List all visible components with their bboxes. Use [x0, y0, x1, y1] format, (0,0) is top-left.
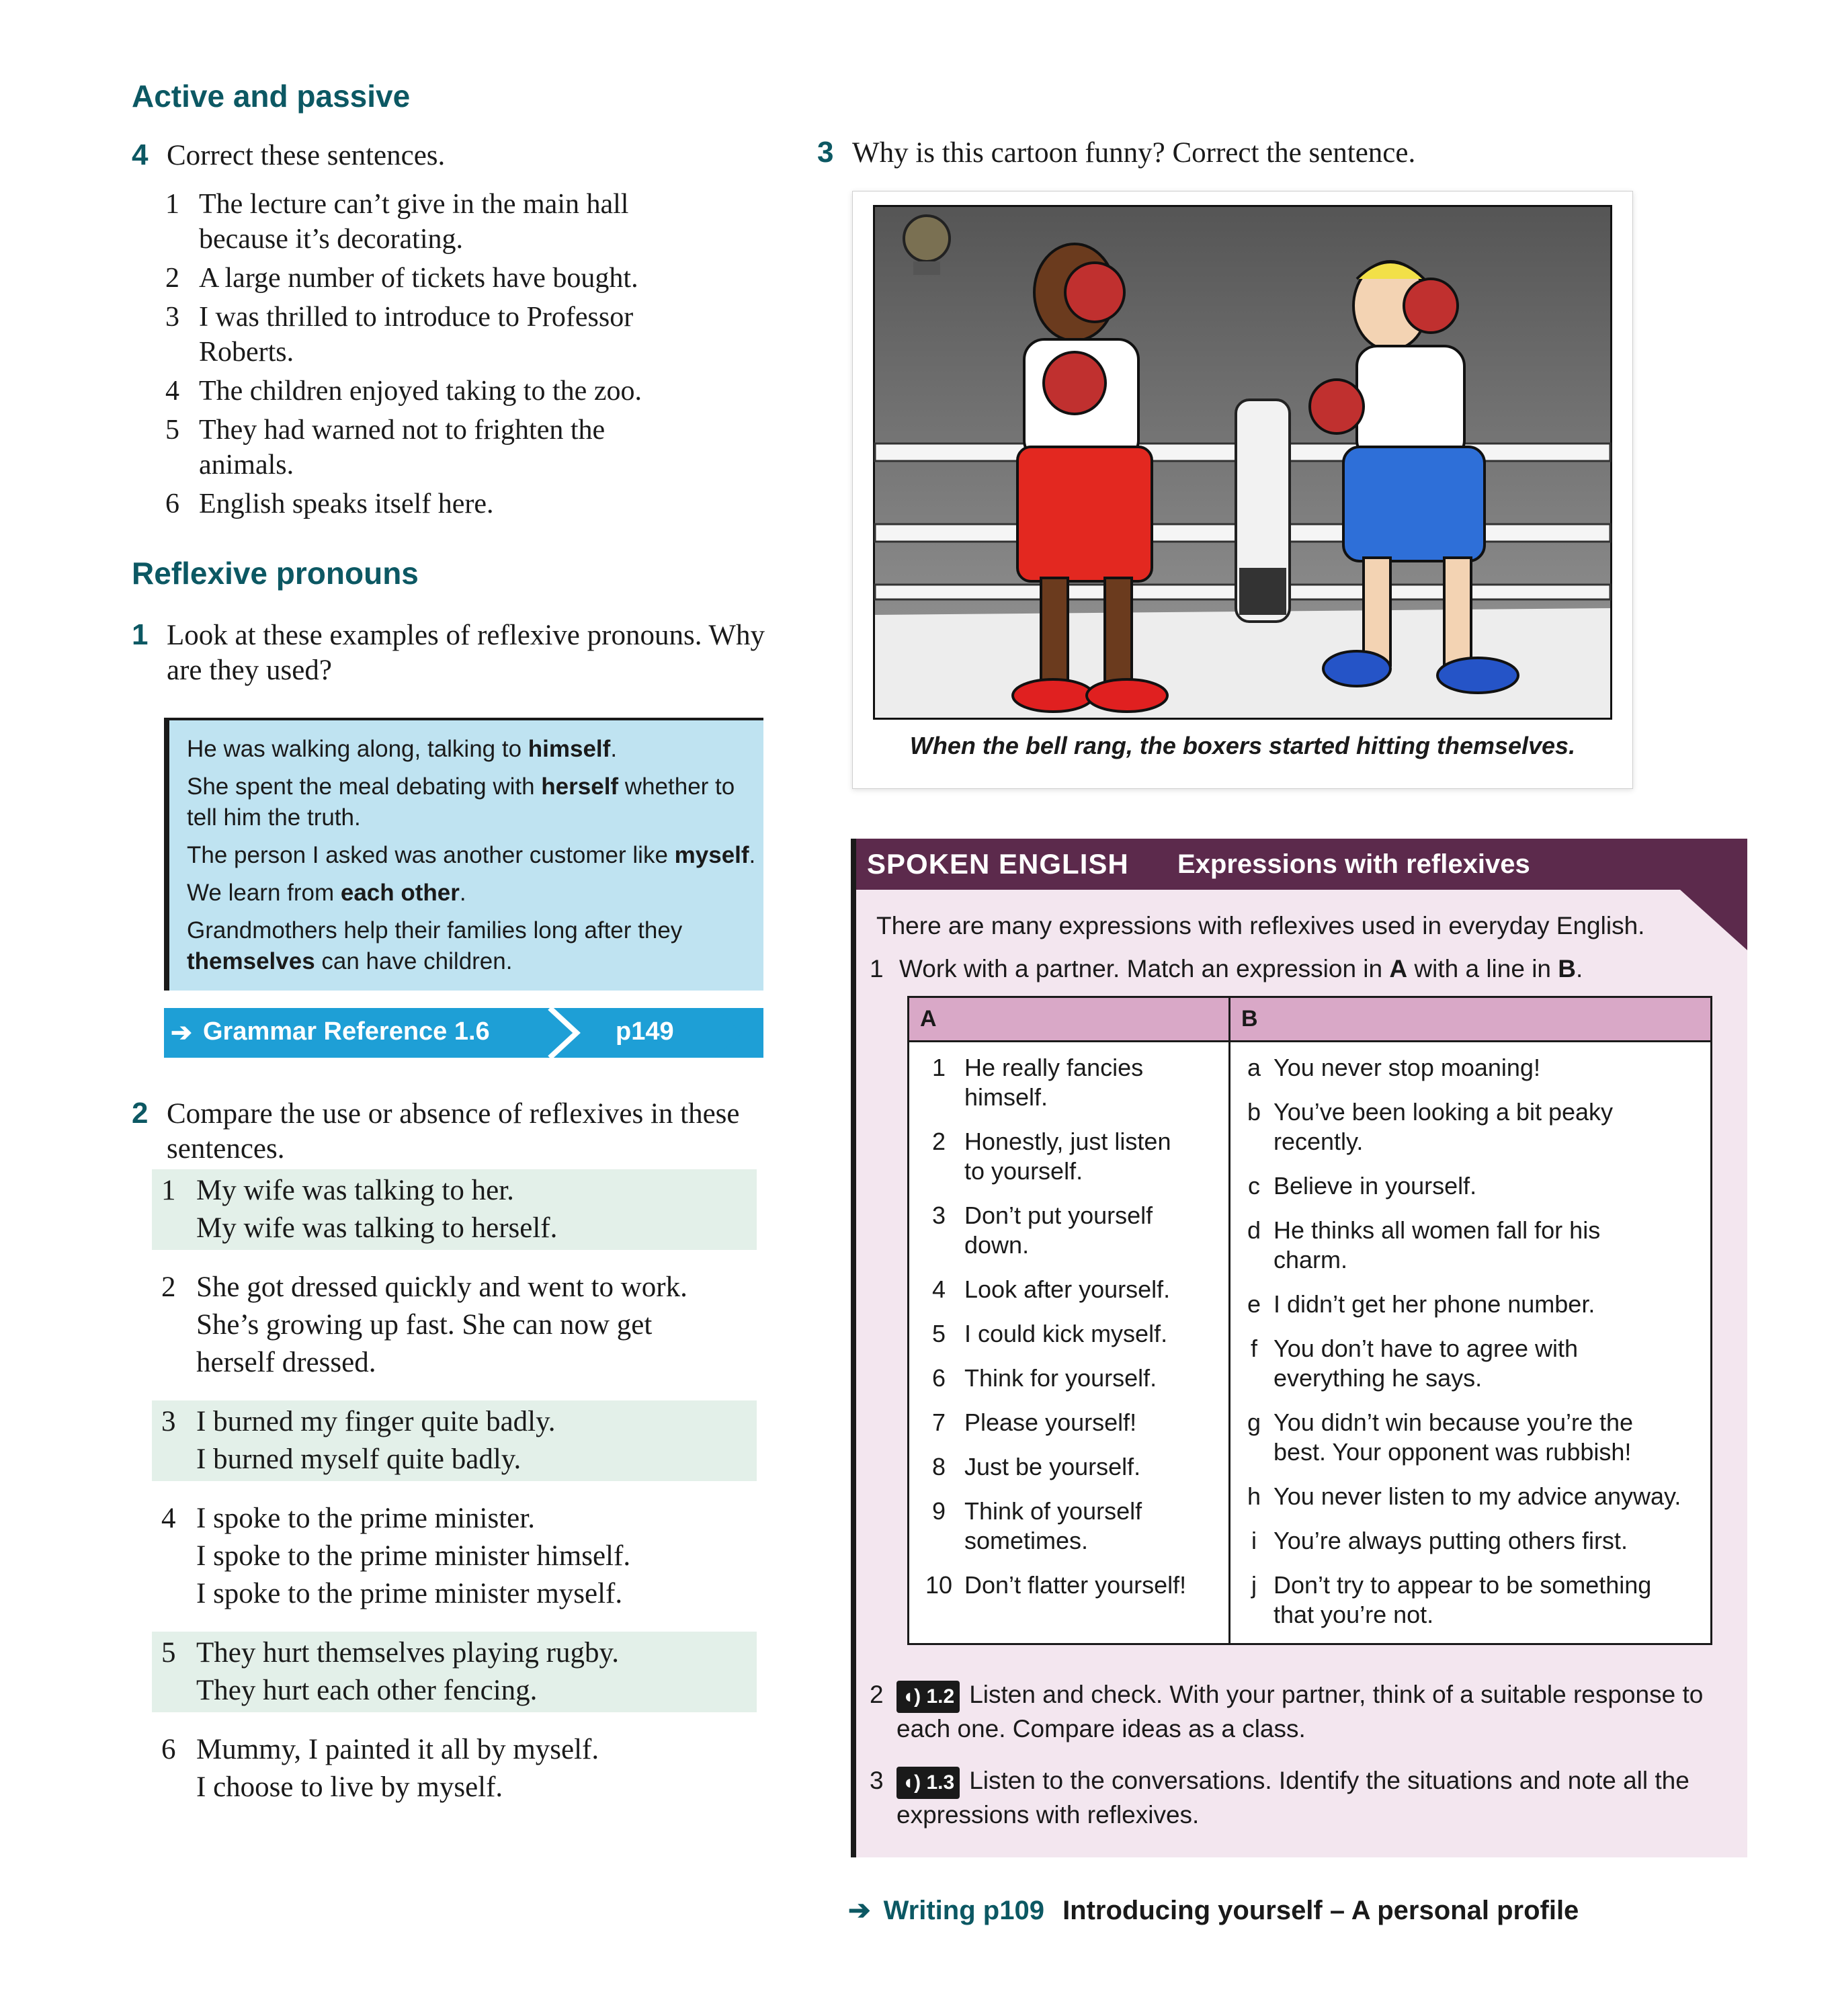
expression-item: 5 I could kick myself.	[931, 1320, 1168, 1347]
speaker-icon: ◖)	[902, 1771, 921, 1794]
exercise-instruction: Compare the use or absence of reflexives in these sentences.	[167, 1098, 740, 1165]
example-sentence: We learn from each other.	[187, 880, 466, 906]
exercise-number: 3	[817, 136, 834, 169]
writing-reference-link[interactable]	[848, 1895, 1579, 1926]
line-item: e I didn’t get her phone number.	[1247, 1290, 1595, 1318]
exercise-instruction: Why is this cartoon funny? Correct the sentence.	[852, 137, 1416, 169]
spoken-english-panel	[851, 839, 1747, 1857]
list-item: 2 She got dressed quickly and went to work. She’s growing up fast. She can now get herself dressed.	[161, 1271, 687, 1378]
list-item: 6 Mummy, I painted it all by myself. I choose to live by myself.	[161, 1734, 599, 1803]
comparison-list	[152, 1169, 757, 1809]
corner-tab-icon	[1680, 890, 1747, 950]
exercise-4	[132, 138, 737, 521]
list-item: 4 The children enjoyed taking to the zoo.	[165, 376, 642, 407]
line-item: a You never stop moaning!	[1247, 1054, 1540, 1081]
exercise-2	[132, 1097, 777, 1167]
writing-page-link[interactable]: Writing p109	[883, 1896, 1044, 1925]
expression-item: 3 Don’t put yourself down.	[931, 1202, 1153, 1259]
line-item: b You’ve been looking a bit peaky recently.	[1247, 1098, 1614, 1155]
column-header-b: B	[1230, 997, 1712, 1042]
task-3-instruction: 3 ◖) 1.3 Listen to the conversations. Identify the situations and note all the expressions with reflexives.	[870, 1767, 1689, 1829]
examples-box	[164, 718, 763, 991]
line-item: g You didn’t win because you’re the best. Your opponent was rubbish!	[1247, 1409, 1634, 1466]
speaker-icon: ◖)	[902, 1685, 921, 1708]
column-header-a: A	[909, 997, 1230, 1042]
arrow-right-icon: ➔	[848, 1896, 871, 1925]
writing-topic: Introducing yourself – A personal profile	[1062, 1896, 1579, 1925]
exercise-number: 2	[132, 1097, 149, 1130]
line-item: j Don’t try to appear to be something that you’re not.	[1251, 1571, 1652, 1628]
expression-item: 8 Just be yourself.	[931, 1453, 1141, 1480]
task-2-instruction: 2 ◖) 1.2 Listen and check. With your partner, think of a suitable response to each one. Compare ideas as a class.	[870, 1681, 1704, 1742]
grammar-reference-page: p149	[616, 1017, 674, 1046]
matching-table	[907, 996, 1712, 1645]
column-b-lines	[1230, 1042, 1712, 1644]
expression-item: 10 Don’t flatter yourself!	[925, 1571, 1187, 1599]
list-item: 1 My wife was talking to her. My wife was talking to herself.	[152, 1169, 757, 1250]
list-item: 3 I burned my finger quite badly. I burned myself quite badly.	[152, 1400, 757, 1481]
example-sentence: He was walking along, talking to himself.	[187, 736, 618, 762]
expression-item: 7 Please yourself!	[931, 1409, 1137, 1436]
grammar-reference-label: Grammar Reference 1.6	[203, 1017, 490, 1046]
audio-track-badge[interactable]: ◖) 1.2	[896, 1681, 960, 1713]
exercise-number: 1	[132, 618, 149, 651]
spoken-english-header	[856, 839, 1747, 890]
grammar-reference-link[interactable]	[164, 1008, 763, 1058]
section-heading-active-passive: Active and passive	[132, 79, 411, 114]
expression-item: 9 Think of yourself sometimes.	[931, 1497, 1142, 1554]
list-item: 1 The lecture can’t give in the main hall because it’s decorating.	[165, 189, 629, 255]
example-sentence: She spent the meal debating with herself whether to tell him the truth.	[187, 773, 735, 831]
exercise-1	[132, 618, 777, 688]
exercise-instruction: Correct these sentences.	[167, 140, 446, 171]
spoken-english-subtitle: Expressions with reflexives	[1177, 849, 1530, 879]
intro-text: There are many expressions with reflexives used in everyday English.	[876, 912, 1645, 939]
expression-item: 2 Honestly, just listen to yourself.	[931, 1128, 1171, 1185]
line-item: h You never listen to my advice anyway.	[1247, 1482, 1681, 1510]
list-item: 3 I was thrilled to introduce to Professor Roberts.	[165, 302, 634, 368]
sentence-list	[165, 187, 649, 521]
expression-item: 4 Look after yourself.	[931, 1275, 1171, 1303]
boxing-cartoon-image	[873, 205, 1612, 720]
expression-item: 1 He really fancies himself.	[931, 1054, 1144, 1111]
example-sentence: The person I asked was another customer like myself.	[187, 842, 756, 868]
section-heading-reflexive: Reflexive pronouns	[132, 556, 419, 591]
table-header-row	[909, 997, 1712, 1042]
list-item: 5 They had warned not to frighten the animals.	[165, 415, 606, 480]
exercise-instruction: Look at these examples of reflexive pronouns. Why are they used?	[167, 620, 765, 686]
list-item: 4 I spoke to the prime minister. I spoke to the prime minister himself. I spoke to the prime minister myself.	[161, 1503, 631, 1609]
list-item: 6 English speaks itself here.	[165, 489, 494, 519]
exercise-number: 4	[132, 138, 149, 171]
audio-track-badge[interactable]: ◖) 1.3	[896, 1767, 960, 1799]
list-item: 5 They hurt themselves playing rugby. They hurt each other fencing.	[152, 1632, 757, 1712]
example-sentence: Grandmothers help their families long after they themselves can have children.	[187, 917, 683, 974]
exercise-3	[817, 136, 1758, 171]
line-item: f You don’t have to agree with everything he says.	[1250, 1335, 1579, 1392]
line-item: d He thinks all women fall for his charm.	[1247, 1216, 1601, 1273]
column-a-expressions	[909, 1042, 1230, 1644]
cartoon-caption: When the bell rang, the boxers started hitting themselves.	[909, 732, 1576, 759]
expression-item: 6 Think for yourself.	[931, 1364, 1157, 1392]
line-item: c Believe in yourself.	[1248, 1172, 1477, 1200]
spoken-english-title: SPOKEN ENGLISH	[867, 848, 1129, 880]
arrow-right-icon: ➔	[171, 1019, 192, 1047]
task-1-instruction: 1 Work with a partner. Match an expression in A with a line in B.	[870, 955, 1583, 982]
cartoon-card	[852, 191, 1633, 789]
list-item: 2 A large number of tickets have bought.	[165, 263, 638, 294]
line-item: i You’re always putting others first.	[1251, 1527, 1628, 1554]
